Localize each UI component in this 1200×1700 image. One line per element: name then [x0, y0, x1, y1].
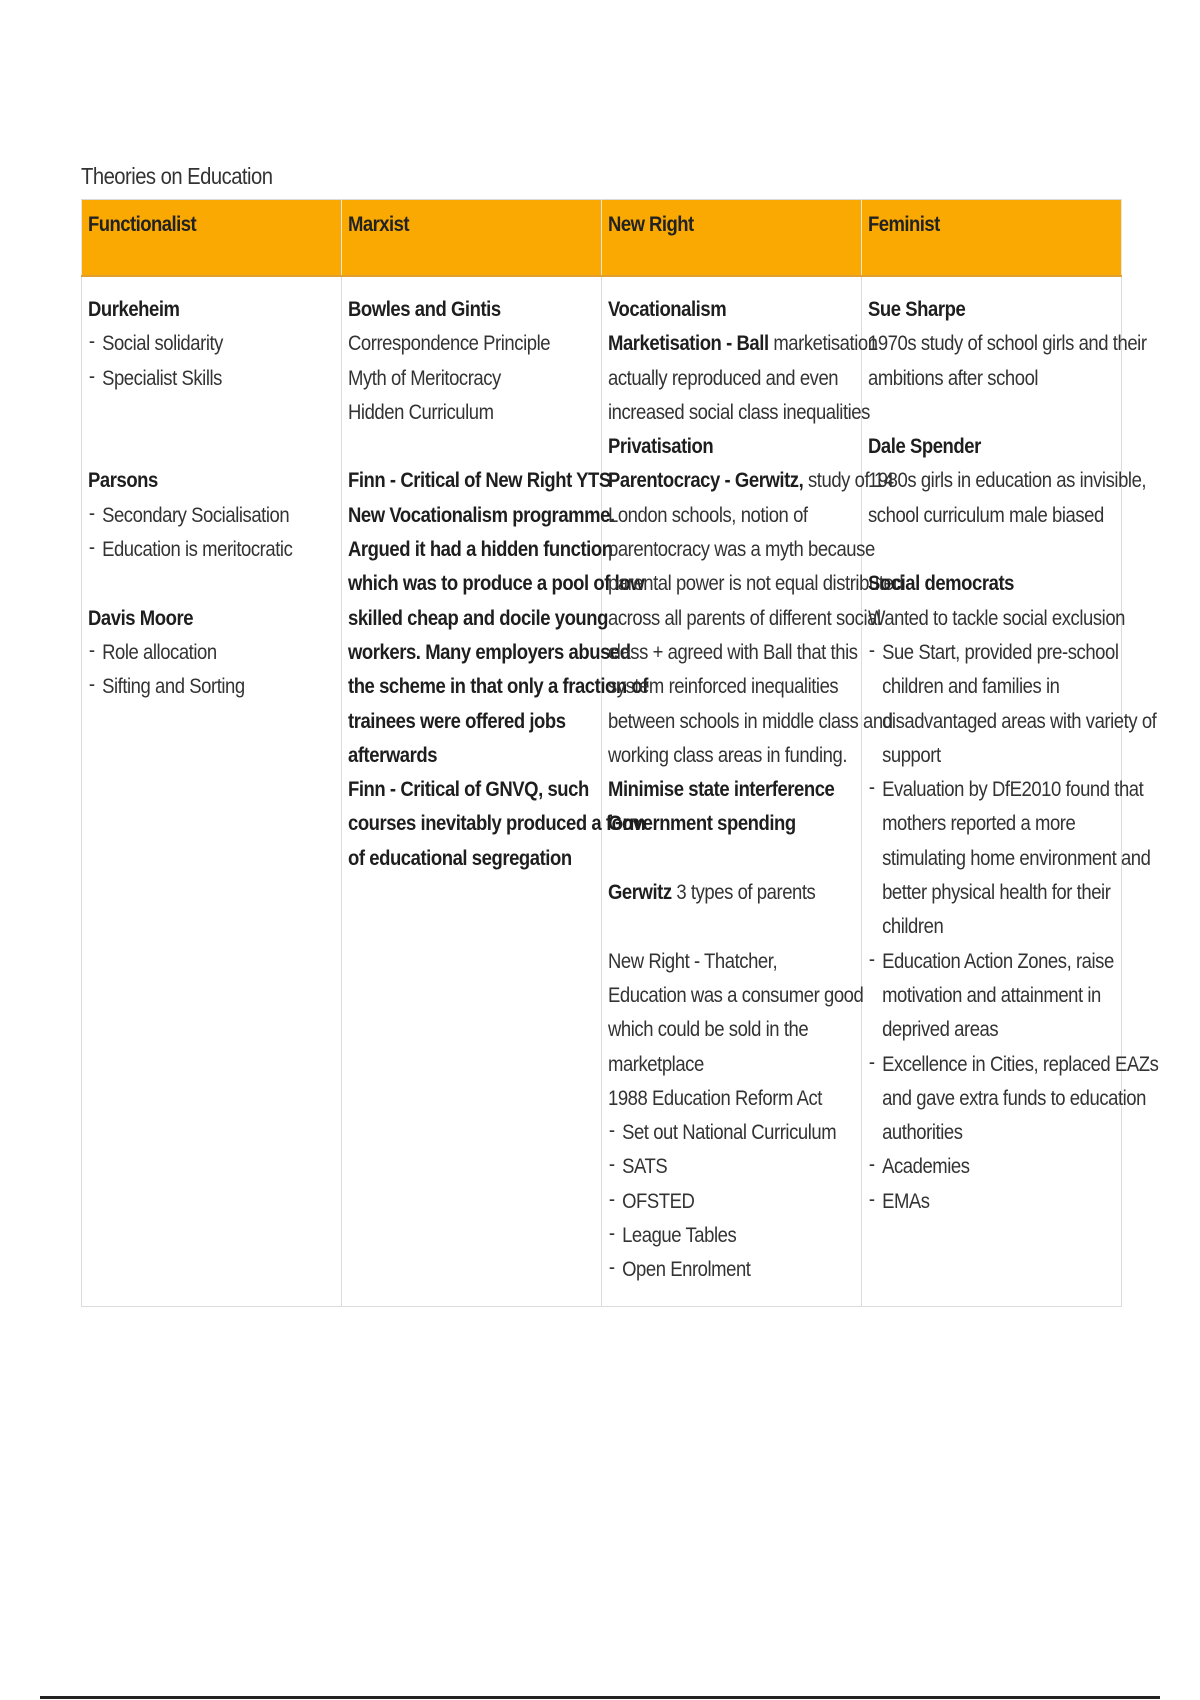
cell-functionalist — [82, 276, 342, 1307]
privatisation-heading: Privatisation — [608, 435, 714, 459]
header-new-right: New Right — [602, 200, 862, 277]
thatcher-line: marketplace — [608, 1052, 704, 1076]
finn-gnvq-line: Finn - Critical of GNVQ, such — [348, 778, 589, 802]
list-item: - SATS — [608, 1150, 856, 1184]
sd-intro: Wanted to tackle social exclusion — [868, 606, 1126, 630]
list-item-cont: deprived areas — [882, 1018, 999, 1042]
list-item: - Social solidarity — [88, 327, 336, 361]
content-row — [82, 276, 1122, 1307]
social-democrats-heading: Social democrats — [868, 572, 1014, 596]
marketisation-line: Marketisation - Ball marketisation — [608, 332, 878, 356]
list-item: - Open Enrolment — [608, 1253, 856, 1287]
finn-yts-line: trainees were offered jobs — [348, 709, 566, 733]
list-item: - EMAs — [868, 1185, 1116, 1219]
finn-yts-line: Finn - Critical of New Right YTS — [348, 469, 611, 493]
list-item: - Education Action Zones, raise — [868, 945, 1116, 979]
finn-yts-line: the scheme in that only a fraction of — [348, 675, 648, 699]
list-item: - OFSTED — [608, 1185, 856, 1219]
finn-yts-line: workers. Many employers abused — [348, 640, 631, 664]
finn-gnvq-line: of educational segregation — [348, 846, 572, 870]
parentocracy-line: London schools, notion of — [608, 503, 808, 527]
spender-line: 1980s girls in education as invisible, — [868, 469, 1147, 493]
parentocracy-line: parentocracy was a myth because — [608, 538, 875, 562]
finn-yts-line: Argued it had a hidden function — [348, 538, 613, 562]
list-item: - Sue Start, provided pre-school — [868, 636, 1116, 670]
list-item: - League Tables — [608, 1219, 856, 1253]
list-item-cont: support — [882, 743, 941, 767]
thatcher-line: which could be sold in the — [608, 1018, 809, 1042]
list-item-cont: children and families in — [882, 675, 1060, 699]
header-functionalist: Functionalist — [82, 200, 342, 277]
header-feminist: Feminist — [862, 200, 1122, 277]
list-item-cont: children — [882, 915, 944, 939]
list-item: - Role allocation — [88, 636, 336, 670]
parentocracy-line: across all parents of different social — [608, 606, 881, 630]
sharpe-line: ambitions after school — [868, 366, 1039, 390]
list-item: - Sifting and Sorting — [88, 670, 336, 704]
page-divider — [40, 1696, 1160, 1699]
parentocracy-line: system reinforced inequalities — [608, 675, 839, 699]
list-item-cont: motivation and attainment in — [882, 983, 1101, 1007]
list-item-cont: disadvantaged areas with variety of — [882, 709, 1157, 733]
theorist-sue-sharpe: Sue Sharpe — [868, 298, 966, 321]
list-item: - Academies — [868, 1150, 1116, 1184]
list-item: - Evaluation by DfE2010 found that — [868, 773, 1116, 807]
page-title: Theories on Education — [81, 163, 273, 189]
finn-yts-line: skilled cheap and docile young — [348, 606, 608, 630]
thatcher-line: New Right - Thatcher, — [608, 949, 778, 973]
list-item: - Set out National Curriculum — [608, 1116, 856, 1150]
theories-table — [81, 199, 1159, 1307]
finn-yts-line: New Vocationalism programme. — [348, 503, 615, 527]
concept-line: Myth of Meritocracy — [348, 366, 501, 390]
concept-line: Correspondence Principle — [348, 332, 551, 356]
gerwitz-line: Gerwitz 3 types of parents — [608, 881, 816, 905]
parentocracy-line: class + agreed with Ball that this — [608, 640, 858, 664]
list-item-cont: mothers reported a more — [882, 812, 1076, 836]
finn-yts-line: afterwards — [348, 743, 438, 767]
list-item: - Secondary Socialisation — [88, 499, 336, 533]
list-item: - Education is meritocratic — [88, 533, 336, 567]
finn-gnvq-line: courses inevitably produced a form — [348, 812, 646, 836]
header-row — [82, 200, 1122, 277]
cell-feminist — [862, 276, 1159, 1307]
header-marxist: Marxist — [342, 200, 602, 277]
minimise-heading: Minimise state interference — [608, 778, 835, 802]
parentocracy-line: parental power is not equal distributed — [608, 572, 904, 596]
list-item-cont: stimulating home environment and — [882, 846, 1151, 870]
thatcher-line: Education was a consumer good — [608, 983, 864, 1007]
cell-new-right — [602, 276, 904, 1307]
list-item: - Excellence in Cities, replaced EAZs — [868, 1048, 1116, 1082]
theorist-davis-moore: Davis Moore — [88, 606, 194, 630]
list-item-cont: authorities — [882, 1121, 963, 1145]
concept-line: Hidden Curriculum — [348, 400, 494, 424]
list-item: - Specialist Skills — [88, 362, 336, 396]
finn-yts-line: which was to produce a pool of low — [348, 572, 645, 596]
parentocracy-line: working class areas in funding. — [608, 743, 848, 767]
list-item-cont: better physical health for their — [882, 881, 1111, 905]
theorist-durkeheim: Durkeheim — [88, 298, 180, 321]
theorist-dale-spender: Dale Spender — [868, 435, 981, 459]
sharpe-line: 1970s study of school girls and their — [868, 332, 1147, 356]
vocationalism-heading: Vocationalism — [608, 298, 727, 321]
parentocracy-line: between schools in middle class and — [608, 709, 893, 733]
list-item-cont: and gave extra funds to education — [882, 1086, 1146, 1110]
theorist-parsons: Parsons — [88, 469, 158, 493]
spending-heading: Government spending — [608, 812, 796, 836]
marketisation-line: increased social class inequalities — [608, 400, 870, 424]
theorist-bowles-gintis: Bowles and Gintis — [348, 298, 501, 321]
parentocracy-line: Parentocracy - Gerwitz, study of 14 — [608, 469, 894, 493]
thatcher-line: 1988 Education Reform Act — [608, 1086, 822, 1110]
spender-line: school curriculum male biased — [868, 503, 1104, 527]
marketisation-line: actually reproduced and even — [608, 366, 839, 390]
